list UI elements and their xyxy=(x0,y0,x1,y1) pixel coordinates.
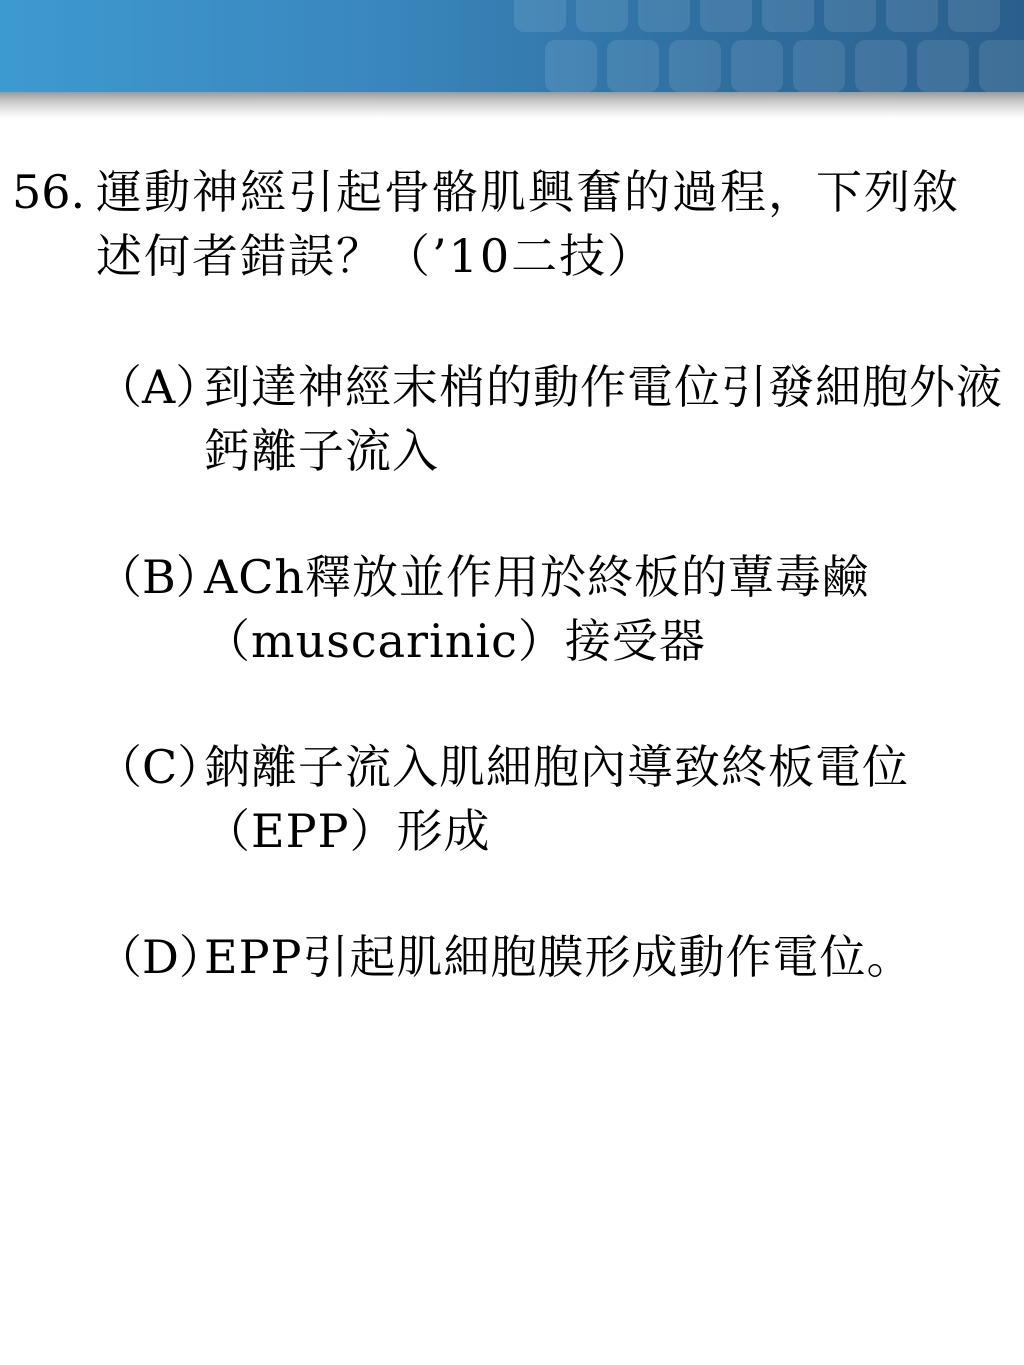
option-c-letter: （C） xyxy=(96,740,224,794)
option-d-letter: （D） xyxy=(96,930,225,984)
option-a-letter: （A） xyxy=(96,360,222,414)
option-c-text: 鈉離子流入肌細胞內導致終板電位（EPP）形成 xyxy=(204,740,909,858)
option-a-text: 到達神經末梢的動作電位引發細胞外液鈣離子流入 xyxy=(204,360,1003,478)
question-number: 56. xyxy=(12,165,86,219)
question-text: 運動神經引起骨骼肌興奮的過程，下列敘述何者錯誤？（’10二技） xyxy=(96,165,960,283)
option-d-text: EPP引起肌細胞膜形成動作電位。 xyxy=(204,930,914,984)
option-b-letter: （B） xyxy=(96,550,222,604)
option-b-text: ACh釋放並作用於終板的蕈毒鹼（muscarinic）接受器 xyxy=(204,550,870,668)
